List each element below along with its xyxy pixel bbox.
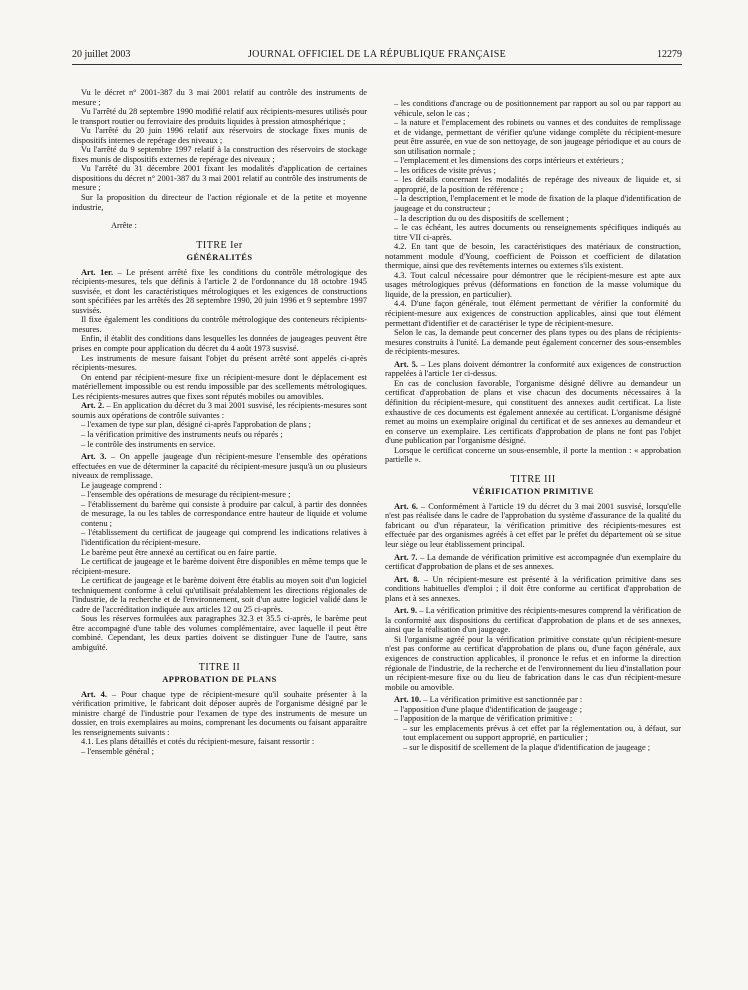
titre-3-heading: TITRE III [510, 473, 556, 485]
header-date: 20 juillet 2003 [72, 49, 131, 60]
article-3-label: Art. 3. [81, 452, 107, 462]
titre-1-heading: TITRE Ier [196, 239, 243, 251]
right-column [385, 99, 681, 752]
visa: Vu l'arrêté du 9 septembre 1997 relatif à la construction des réservoirs de stockage fixes munis de dispositifs externes de repérage des niveaux ; [72, 145, 367, 164]
article-4-1-item: – l'ensemble général ; [81, 746, 154, 756]
paragraph-4-4: 4.4. D'une façon générale, tout élément permettant de vérifier la conformité du récipient-mesure aux exigences de construction applicables, ainsi que tout élément permettant d'identifier et de caractériser le type de récipient-mesure. [385, 299, 681, 328]
paragraph-4-3: 4.3. Tout calcul nécessaire pour démontrer que le récipient-mesure est apte aux usages métrologiques prévus (déformations en fonction de la masse volumique du liquide, de la pression, en particulier). [385, 270, 681, 299]
article-1-text: – Le présent arrêté fixe les conditions du contrôle métrologique des récipients-mesures, tels que définis à l'article 2 de l'ordonnance du 18 octobre 1945 susvisée, et dont les caractéristiques métrologiques et les exigences de constructions sont spécifiées par les arrêtés des 28 septembre 1990, 20 juin 1996 et 9 septembre 1997 susvisés. [72, 267, 368, 315]
plan-item: – l'emplacement et les dimensions des corps intérieurs et extérieurs ; [394, 156, 624, 166]
article-1 [72, 268, 367, 316]
article-1-para: Les instruments de mesure faisant l'objet du présent arrêté sont appelés ci-après récipients-mesures. [72, 353, 367, 373]
article-2 [72, 401, 367, 420]
titre-3-subheading: VÉRIFICATION PRIMITIVE [472, 486, 594, 496]
article-2-item: – l'examen de type sur plan, désigné ci-après l'approbation de plans ; [81, 420, 312, 430]
article-5-label: Art. 5. [394, 359, 418, 369]
visa: Sur la proposition du directeur de l'action régionale et de la petite et moyenne industrie, [72, 193, 367, 212]
article-3-para: Sous les réserves formulées aux paragraphes 32.3 et 35.5 ci-après, le barème peut être accompagné d'une table des volumes complémentaire, avec laquelle il peut être combiné. Cependant, les deux parties doivent se distinguer l'une de l'autre, sans ambiguïté. [72, 614, 367, 652]
article-3-para: Le certificat de jaugeage et le barème doivent être disponibles en même temps que le récipient-mesure. [72, 557, 367, 576]
article-3-text: – On appelle jaugeage d'un récipient-mesure l'ensemble des opérations effectuées en vue de déterminer la capacité du récipient-mesure jusqu'à un ou plusieurs niveaux de remplissage. [72, 452, 367, 481]
article-5-para: En cas de conclusion favorable, l'organisme désigné délivre au demandeur un certificat d'approbation de plans et vise chacun des documents nécessaires à la définition du récipient-mesure, qui constituent des annexes audit certificat. La liste exhaustive de ces documents est également annexée au certificat. L'organisme désigné remet au moins un exemplaire original du certificat et de ses annexes au demandeur et en conserve un exemplaire. Les certificats d'approbation de plans ne font pas l'objet d'une publication par l'organisme désigné. [385, 378, 681, 446]
article-8 [385, 575, 681, 604]
article-7-label: Art. 7. [394, 552, 418, 562]
visa: Vu l'arrêté du 31 décembre 2001 fixant les modalités d'application de certaines dispositions du décret n° 2001-387 du 3 mai 2001 relatif au contrôle des instruments de mesure ; [72, 164, 367, 193]
plan-item: – la description du ou des dispositifs de scellement ; [394, 213, 569, 223]
article-1-label: Art. 1er. [81, 267, 114, 277]
visa: Vu le décret n° 2001-387 du 3 mai 2001 relatif au contrôle des instruments de mesure ; [72, 88, 367, 107]
titre-1-subheading: GÉNÉRALITÉS [186, 252, 253, 262]
article-6 [385, 502, 681, 550]
article-10-item: – l'apposition d'une plaque d'identification de jaugeage ; [394, 704, 583, 714]
article-10-subitem: – sur le dispositif de scellement de la plaque d'identification de jaugeage ; [403, 742, 651, 752]
page-header [72, 49, 682, 63]
titre-2-heading: TITRE II [198, 661, 241, 673]
article-2-item: – le contrôle des instruments en service. [81, 439, 216, 449]
article-2-item: – la vérification primitive des instruments neufs ou réparés ; [81, 429, 283, 439]
plan-item: – la nature et l'emplacement des robinets ou vannes et des conduites de remplissage et de vidange, permettant de vérifier qu'une vidange complète du récipient-mesure peut être assurée, en vue de son nettoyage, de son jaugeage périodique et au cours de son utilisation normale ; [394, 118, 681, 156]
plan-item: – le cas échéant, les autres documents ou renseignements spécifiques indiqués au titre VII ci-après. [394, 223, 681, 242]
article-6-text: – Conformément à l'article 19 du décret du 3 mai 2001 susvisé, lorsqu'elle n'est pas réalisée dans le cadre de l'approbation du système d'assurance de la qualité du fabricant ou d'un réparateur, la vérification primitive des récipients-mesures est effectuée par des organismes agréés à cet effet par le préfet du département où se situe leur siège ou leur établissement principal. [385, 501, 681, 549]
article-3-para: Le certificat de jaugeage et le barème doivent être établis au moyen soit d'un logiciel techniquement conforme à celui qu'utilisait préalablement les directions régionales de l'industrie, de la recherche et de l'environnement, soit d'un autre logiciel validé dans le cadre de l'accréditation indiquée aux articles 12 ou 25 ci-après. [72, 576, 367, 614]
article-8-text: – Un récipient-mesure est présenté à la vérification primitive dans ses conditions habituelles d'emploi ; il doit être conforme au certificat d'approbation de plans et à ses annexes. [385, 574, 681, 603]
article-3-para: Le barème peut être annexé au certificat ou en faire partie. [81, 547, 277, 557]
paragraph-4-4-b: Selon le cas, la demande peut concerner des plans types ou des plans de récipients-mesures construits à l'unité. La demande peut également concerner des sous-ensembles de récipients-mesures. [385, 328, 681, 357]
header-rule [72, 64, 682, 65]
article-1-para: Il fixe également les conditions du contrôle métrologique des conteneurs récipients-mesures. [72, 315, 367, 334]
article-6-label: Art. 6. [394, 501, 418, 511]
article-9-text: – La vérification primitive des récipients-mesures comprend la vérification de la conformité aux dispositions du certificat d'approbation de plans et de ses annexes, ainsi que la réalisation d'un jaugeage. [385, 606, 681, 635]
article-9-para: Si l'organisme agréé pour la vérification primitive constate qu'un récipient-mesure n'est pas conforme au certificat d'approbation de plans ou, d'une façon générale, aux exigences de construction applicables, il prononce le refus et en informe la direction régionale de l'industrie, de la recherche et de l'environnement du lieu d'installation pour un récipient-mesure fixe ou du lieu de fabrication dans le cas d'un récipient-mesure mobile ou amovible. [385, 634, 681, 692]
plan-item: – les orifices de visite prévus ; [394, 165, 496, 175]
article-5 [385, 360, 681, 379]
article-2-text: – En application du décret du 3 mai 2001 susvisé, les récipients-mesures sont soumis aux opérations de contrôle suivantes : [72, 401, 367, 420]
article-3-item: – l'ensemble des opérations de mesurage du récipient-mesure ; [81, 490, 291, 500]
page-number: 12279 [657, 49, 682, 60]
article-4 [72, 690, 367, 738]
article-5-text: – Les plans doivent démontrer la conformité aux exigences de construction rappelées à l'article 1er ci-dessus. [385, 359, 682, 379]
plan-item: – la description, l'emplacement et le mode de fixation de la plaque d'identification de jaugeage et du constructeur ; [394, 194, 681, 214]
article-10-text: – La vérification primitive est sanctionnée par : [421, 695, 583, 705]
journal-title: JOURNAL OFFICIEL DE LA RÉPUBLIQUE FRANÇAISE [247, 49, 506, 60]
article-3 [72, 452, 367, 481]
article-7-text: – La demande de vérification primitive est accompagnée d'un exemplaire du certificat d'approbation de plans et de ses annexes. [385, 552, 681, 572]
article-10-item: – l'apposition de la marque de vérification primitive : [394, 714, 573, 724]
article-1-para: Enfin, il établit des conditions dans lesquelles les données de jaugeages peuvent être prises en compte pour application du décret du 4 août 1973 susvisé. [72, 334, 367, 354]
visa: Vu l'arrêté du 20 juin 1996 relatif aux réservoirs de stockage fixes munis de dispositifs internes de repérage des niveaux ; [72, 126, 367, 145]
plan-item: – les conditions d'ancrage ou de positionnement par rapport au sol ou par rapport au véhicule, selon le cas ; [394, 99, 681, 118]
article-4-label: Art. 4. [81, 689, 107, 699]
article-3-item: – l'établissement du barème qui consiste à produire par calcul, à partir des données de mesurage, la ou les tables de correspondance entre hauteur de liquide et volume contenu ; [81, 499, 367, 528]
article-10 [385, 695, 681, 705]
article-2-label: Art. 2. [81, 401, 105, 411]
article-5-para: Lorsque le certificat concerne un sous-ensemble, il porte la mention : « approbation partielle ». [385, 445, 681, 465]
article-3-lead: Le jaugeage comprend : [81, 480, 162, 490]
plan-item: – les détails concernant les modalités de repérage des niveaux de liquide et, si approprié, de la position de référence ; [394, 175, 681, 194]
article-10-subitem: – sur les emplacements prévus à cet effet par la réglementation ou, à défaut, sur tout emplacement ou support approprié, en particulier ; [403, 723, 681, 743]
article-9 [385, 606, 681, 635]
article-4-text: – Pour chaque type de récipient-mesure qu'il souhaite présenter à la vérification primitive, le fabricant doit déposer auprès de l'organisme désigné par le ministre chargé de l'industrie pour l'examen de type des instruments de mesure un dossier, en trois exemplaires au moins, comprenant les documents ou faisant apparaître les renseignements suivants : [72, 689, 367, 737]
article-3-item: – l'établissement du certificat de jaugeage qui comprend les indications relatives à l'identification du récipient-mesure. [81, 528, 367, 547]
article-1-para: On entend par récipient-mesure fixe un récipient-mesure dont le déplacement est matériellement impossible ou est rendu impossible par des scellements métrologiques. Les récipients-mesures autres que fixes sont réputés mobiles ou amovibles. [72, 372, 367, 401]
article-9-label: Art. 9. [394, 606, 418, 616]
paragraph-4-2: 4.2. En tant que de besoin, les caractéristiques des matériaux de construction, notamment module d'Young, coefficient de Poisson et coefficient de dilatation thermique, ainsi que des revêtements internes ou externes s'ils existent. [385, 242, 681, 271]
arrete-label: Arrête : [111, 221, 137, 231]
article-7 [385, 553, 681, 572]
left-column [72, 88, 367, 756]
titre-2-subheading: APPROBATION DE PLANS [162, 674, 277, 684]
visa: Vu l'arrêté du 28 septembre 1990 modifié relatif aux récipients-mesures utilisés pour le transport routier ou ferroviaire des produits liquides à pression atmosphérique ; [72, 107, 367, 126]
article-8-label: Art. 8. [394, 574, 420, 584]
article-10-label: Art. 10. [394, 695, 422, 705]
article-4-1: 4.1. Les plans détaillés et cotés du récipient-mesure, faisant ressortir : [81, 737, 315, 747]
